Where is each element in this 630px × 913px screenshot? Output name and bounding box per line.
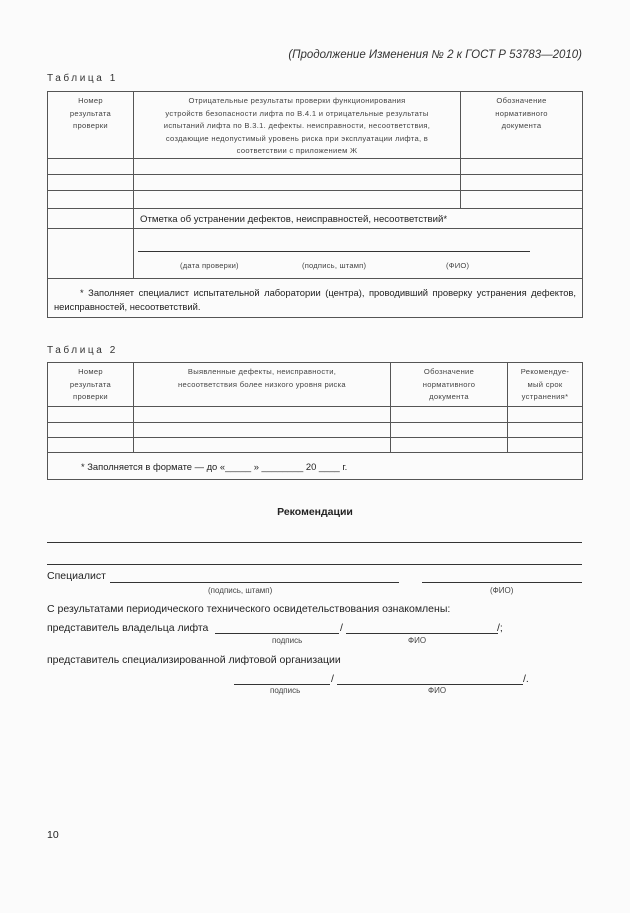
specialist-sign-caption: (подпись, штамп) [208, 586, 273, 595]
specialist-sign-field[interactable] [110, 581, 399, 583]
specialist-fio-caption: (ФИО) [490, 586, 514, 595]
sign-stamp-caption: (подпись, штамп) [302, 260, 367, 270]
signature-line [138, 251, 530, 252]
table1-signature-row [48, 228, 583, 278]
table2-header-row [48, 363, 583, 407]
table2 [47, 362, 583, 480]
table1-header-row [48, 92, 583, 159]
table2-header-number: Номер результата проверки [48, 363, 134, 407]
table-row [48, 174, 583, 190]
document-continuation-note: (Продолжение Изменения № 2 к ГОСТ Р 53783—2010) [288, 49, 582, 61]
table1-header-document: Обозначение нормативного документа [461, 92, 583, 159]
specialist-fio-field[interactable] [422, 581, 582, 583]
table1-signature-cell[interactable] [134, 228, 583, 278]
table2-header-deadline: Рекомендуе- мый срок устранения* [508, 363, 583, 407]
recommendations-line-2[interactable] [47, 563, 582, 565]
table-row [48, 438, 583, 453]
date-caption: (дата проверки) [180, 260, 239, 270]
recommendations-line-1[interactable] [47, 541, 582, 543]
table2-caption: Таблица 2 [47, 345, 118, 356]
owner-sign-caption: подпись [272, 636, 303, 645]
table-row [48, 190, 583, 208]
org-end-mark: /. [523, 673, 529, 685]
org-sign-field[interactable] [234, 683, 330, 685]
acquainted-text: С результатами периодического технического освидетельствования ознакомлены: [47, 603, 451, 615]
table2-header-defects: Выявленные дефекты, неисправности, несоответствия более низкого уровня риска [134, 363, 391, 407]
org-label: представитель специализированной лифтовой организации [47, 654, 341, 666]
owner-fio-caption: ФИО [408, 636, 427, 645]
table1-header-number: Номер результата проверки [48, 92, 134, 159]
table2-footnote: * Заполняется в формате — до «_____ » ________ 20 ____ г. [48, 453, 583, 480]
defects-mark-label: Отметка об устранении дефектов, неисправностей, несоответствий* [134, 208, 583, 228]
table-row [48, 158, 583, 174]
org-fio-field[interactable] [337, 683, 523, 685]
fio-caption: (ФИО) [446, 260, 470, 270]
recommendations-title: Рекомендации [277, 506, 353, 518]
table1-footnote-row [48, 278, 583, 317]
table1-header-results: Отрицательные результаты проверки функционирования устройств безопасности лифта по В.4.1 и отрицательные результаты испытаний лифта по В.3.1. дефекты. неисправности, несоответствия, создающие недопустимый уровень риска при эксплуатации лифта, в соответствии с приложением Ж [134, 92, 461, 159]
table1-footnote: * Заполняет специалист испытательной лаборатории (центра), проводивший проверку устранения дефектов, неисправностей, несоответствий. [48, 278, 583, 317]
specialist-label: Специалист [47, 570, 106, 582]
table1-caption: Таблица 1 [47, 73, 118, 84]
org-slash: / [331, 673, 334, 685]
org-sign-caption: подпись [270, 686, 301, 695]
org-fio-caption: ФИО [428, 686, 447, 695]
owner-end-mark: /; [497, 622, 503, 634]
table2-header-document: Обозначение нормативного документа [391, 363, 508, 407]
owner-sign-field[interactable] [215, 632, 339, 634]
table1-defects-mark-row [48, 208, 583, 228]
page-number: 10 [47, 829, 59, 841]
table-row [48, 407, 583, 423]
table1 [47, 91, 583, 318]
owner-slash: / [340, 622, 343, 634]
table2-footnote-row [48, 453, 583, 480]
owner-label: представитель владельца лифта [47, 622, 209, 634]
table-row [48, 423, 583, 438]
owner-fio-field[interactable] [346, 632, 498, 634]
